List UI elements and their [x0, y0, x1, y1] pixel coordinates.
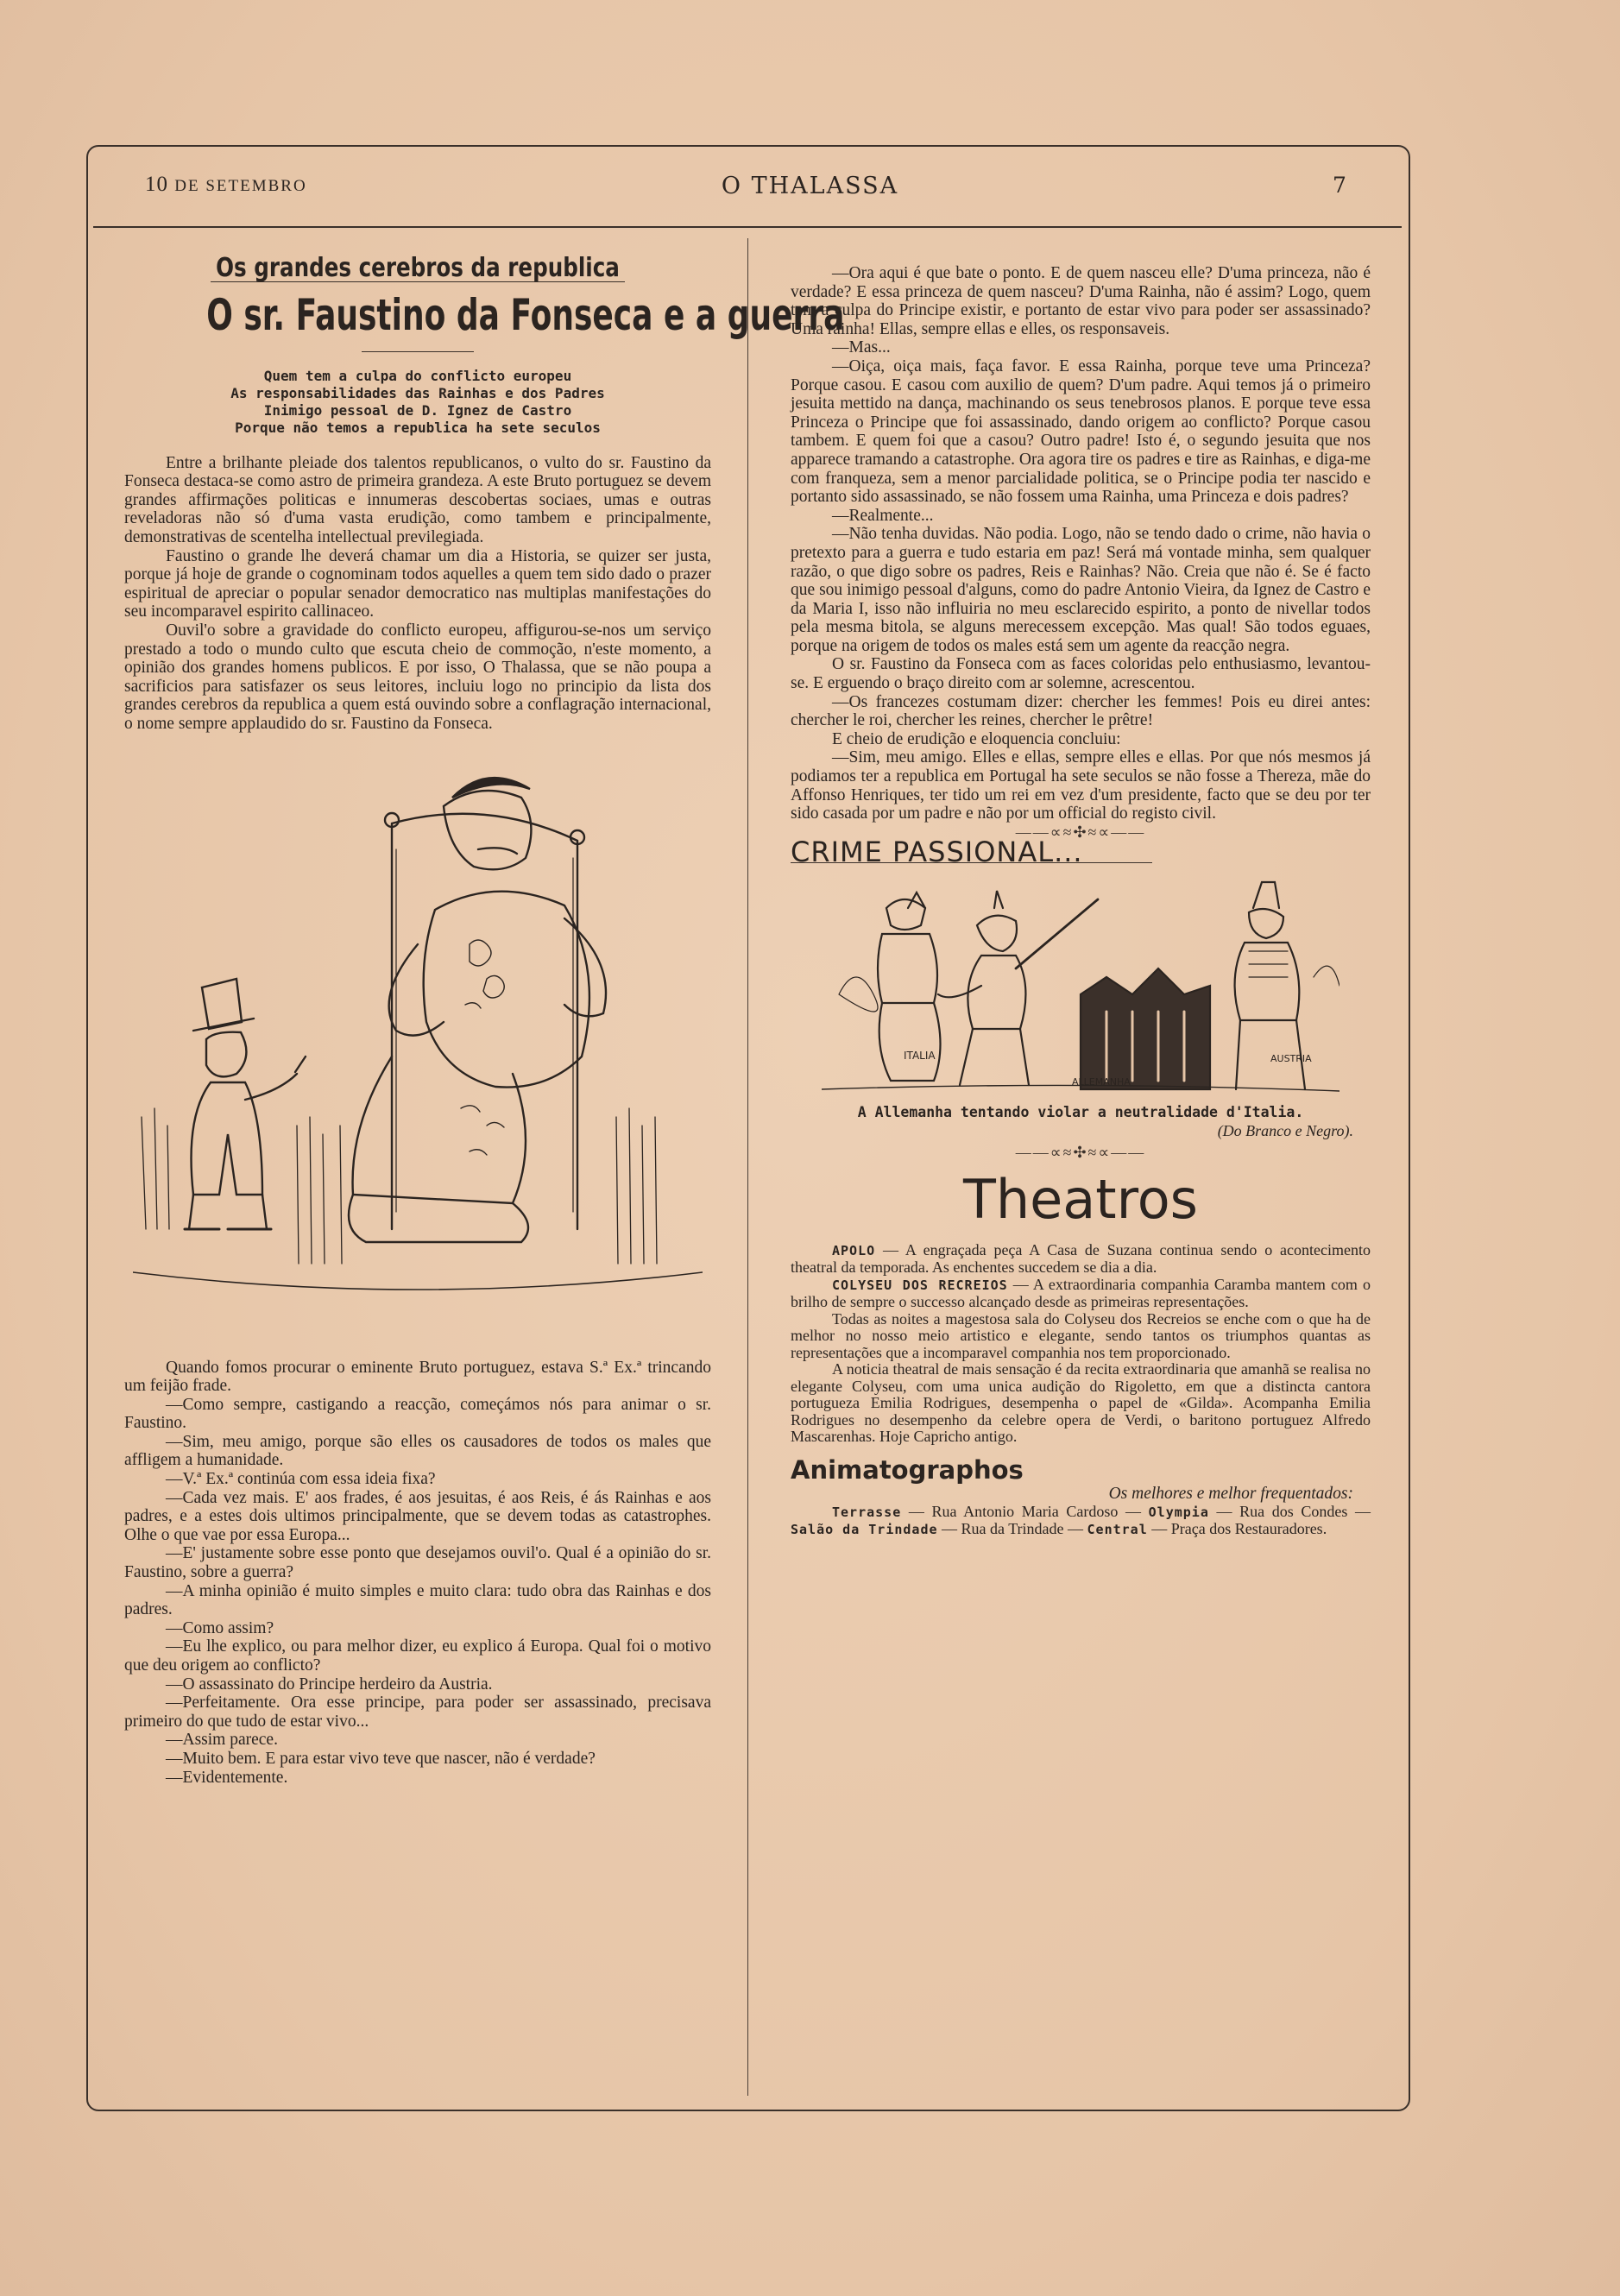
- article-deck: [124, 368, 711, 437]
- interview-line: —Evidentemente.: [166, 1768, 288, 1787]
- cinema-list: Terrasse — Rua Antonio Maria Cardoso — Olympia — Rua dos Condes — Salão da Trindade — Rua da Trindade — Central — Praça dos Restauradores.: [791, 1502, 1371, 1538]
- headline-rule: [362, 351, 474, 352]
- interview-line: —Cada vez mais. E' aos frades, é aos jesuitas, é aos Reis, é ás Rainhas e aos padres, e a estes dois ultimos principalmente, que se devem todas as catastrophes. Olhe o que vae por essa Europa...: [124, 1488, 711, 1544]
- continued-paragraph: —Sim, meu amigo. Elles e ellas, sempre elles e ellas. Por que nós mesmos já podiamos ter a republica em Portugal ha sete seculos se não fosse a Thereza, mãe do Affonso Henriques, ter tido um rei em vez d'um presidente, facto que se deu por ter sido casada por um padre e não por um official do registo civil.: [791, 748, 1371, 823]
- label-italia: ITALIA: [904, 1050, 936, 1062]
- interview-line: —Eu lhe explico, ou para melhor dizer, eu explico á Europa. Qual foi o motivo que deu origem ao conflicto?: [124, 1637, 711, 1675]
- interview-line: —O assassinato do Principe herdeiro da Austria.: [166, 1675, 493, 1694]
- interview-line: —Assim parece.: [166, 1731, 278, 1750]
- intro-paragraph: Entre a brilhante pleiade dos talentos republicanos, o vulto do sr. Faustino da Fonseca destaca-se como astro de primeira grandeza. A este Bruto portuguez se devem grandes affirmações politicas e innumeras descobertas sociaes, umas e outras reveladoras não só d'uma vasta erudição, como tambem e principalmente, demonstrativas de scentelha intellectual previlegiada.: [124, 453, 711, 546]
- page-number: 7: [1333, 173, 1347, 198]
- theatre-paragraph: A noticia theatral de mais sensação é da recita extraordinaria que amanhã se realisa no elegante Colyseu, com uma unica audição do Rigoletto, em que a distincta cantora portugueza Emilia Rodrigues, desempenha o papel de «Gilda». Acompanha Emilia Rodrigues no desempenho da celebre opera de Verdi, o baritono portuguez Alfredo Mascarenhas. Hoje Capricho antigo.: [791, 1360, 1371, 1446]
- deck-line: Quem tem a culpa do conflicto europeu: [263, 367, 572, 384]
- continued-paragraph: —Mas...: [832, 338, 891, 357]
- interview-line: —Como sempre, castigando a reacção, começámos nós para animar o sr. Faustino.: [124, 1395, 711, 1433]
- crime-source: (Do Branco e Negro).: [1217, 1121, 1353, 1139]
- masthead-title: O THALASSA: [721, 173, 899, 199]
- date-month: DE SETEMBRO: [174, 177, 307, 195]
- header-rule: [93, 226, 1402, 228]
- deck-line: Porque não temos a republica ha sete seculos: [235, 419, 601, 436]
- theatre-item-apolo: APOLO — A engraçada peça A Casa de Suzana continua sendo o acontecimento theatral da temporada. As enchentes succedem se dia a dia.: [791, 1240, 1371, 1277]
- interview-line: —E' justamente sobre esse ponto que desejamos ouvil'o. Qual é a opinião do sr. Faustino, sobre a guerra?: [124, 1544, 711, 1582]
- intro-paragraph: Ouvil'o sobre a gravidade do conflicto europeu, affigurou-se-nos um serviço prestado a todo o mundo culto que escuta cheio de commoção, n'este momento, a opinião dos grandes homens publicos. E por isso, O Thalassa, que se não poupa a sacrificios para satisfazer os seus leitores, incluiu logo no principio da lista dos grandes cerebros da republica a quem está ouvindo sobre a conflagração internacional, o nome sempre applaudido do sr. Faustino da Fonseca.: [124, 621, 711, 733]
- continued-paragraph: O sr. Faustino da Fonseca com as faces coloridas pelo enthusiasmo, levantou-se. E erguendo o braço direito com ar solemne, acrescentou.: [791, 655, 1371, 693]
- column-divider: [747, 238, 748, 2096]
- left-column: [124, 253, 845, 1787]
- article-headline: O sr. Faustino da Fonseca e a guerra: [206, 289, 845, 340]
- intro-paragraph: Faustino o grande lhe deverá chamar um dia a Historia, se quizer ser justa, porque já hoje de grande o cognominam todos aquelles a quem tem sido dado o prazer espiritual de apreciar o popular senador democratico nas multiplas manifestações do seu incomparavel espirito callinaceo.: [124, 546, 711, 621]
- continued-paragraph: —Não tenha duvidas. Não podia. Logo, não se tendo dado o crime, não havia o pretexto para a guerra e tudo estaria em paz! Será má vontade minha, sem qualquer razão, o que digo sobre os padres, Reis e Rainhas? Não. Creia que não é. Se é facto que sou inimigo pessoal d'alguns, como do padre Antonio Vieira, da Ignez de Castro e da Maria I, isso não influiria no meu esclarecido espirito, a ponto de nivellar todos pela mesma bitola, se alguns merecessem excepção. Mas qual! São todos eguaes, porque na origem de todos os males está sem um agente da reacção negra.: [791, 525, 1371, 655]
- section-ornament: ——∝≈✣≈∝——: [1015, 823, 1146, 841]
- crime-cartoon: [822, 874, 1339, 1098]
- theatre-item-colyseu: COLYSEU DOS RECREIOS — A extraordinaria companhia Caramba mantem com o brilho de sempre o successo alcançado desde as primeiras representações.: [791, 1275, 1371, 1311]
- interview-line: —V.ª Ex.ª continúa com essa ideia fixa?: [166, 1470, 436, 1489]
- article-kicker: Os grandes cerebros da republica: [216, 253, 620, 283]
- interview-line: —Perfeitamente. Ora esse principe, para poder ser assassinado, precisava primeiro do que tudo de estar vivo...: [124, 1694, 711, 1731]
- continued-paragraph: —Realmente...: [832, 506, 934, 525]
- animatographos-title: Animatographos: [791, 1454, 1024, 1485]
- continued-paragraph: —Ora aqui é que bate o ponto. E de quem nasceu elle? D'uma princeza, não é verdade? E essa princeza de quem nasceu? D'uma Rainha, não é assim? Logo, quem tem a culpa do Principe existir, e portanto de estar vivo para poder ser assassinado? Uma rainha! Ellas, sempre ellas e elles, os responsaveis.: [791, 264, 1371, 338]
- interview-line: Quando fomos procurar o eminente Bruto portuguez, estava S.ª Ex.ª trincando um feijão frade.: [124, 1358, 711, 1396]
- label-allemanha: ALLEMANHA: [1072, 1076, 1131, 1088]
- deck-line: Inimigo pessoal de D. Ignez de Castro: [263, 401, 572, 419]
- continued-paragraph: —Os francezes costumam dizer: chercher les femmes! Pois eu direi antes: chercher le roi, chercher les reines, chercher le prêtre!: [791, 692, 1371, 730]
- animatographos-subtitle: Os melhores e melhor frequentados:: [1108, 1485, 1353, 1504]
- interview-line: —A minha opinião é muito simples e muito clara: tudo obra das Rainhas e dos padres.: [124, 1581, 711, 1619]
- label-austria: AUSTRIA: [1270, 1053, 1312, 1064]
- crime-title: CRIME PASSIONAL...: [791, 843, 1152, 863]
- interview-line: —Como assim?: [166, 1618, 274, 1637]
- crime-caption: A Allemanha tentando violar a neutralidade d'Italia.: [857, 1104, 1304, 1120]
- theatre-paragraph: Todas as noites a magestosa sala do Colyseu dos Recreios se enche com o que ha de melhor no nosso meio artistico e elegante, sendo tantos os triumphos quantas as representações que a incomparavel companhia nos tem proporcionado.: [791, 1309, 1371, 1361]
- continued-paragraph: —Oiça, oiça mais, faça favor. E essa Rainha, porque teve uma Princeza? Porque casou. E casou com auxilio de quem? D'um padre. Aqui temos já o primeiro jesuita mettido na dança, machinando os seus tenebrosos planos. E porque teve essa Princeza o Principe que foi assassinado, dando origem ao conflicto? Porque casou tambem. E quem foi que a casou? Outro padre! Isto é, o segundo jesuita que nos apparece tramando a catastrophe. Ora agora tire os padres e tire as Rainhas, e diga-me com franqueza, sem a menor parcialidade politica, se o Principe podia ter nascido e portanto sido assassinado, se não fossem uma Rainha, uma Princeza e dois padres?: [791, 356, 1371, 507]
- section-ornament-2: ——∝≈✣≈∝——: [1015, 1144, 1146, 1162]
- theatros-title: Theatros: [963, 1167, 1198, 1231]
- interview-line: —Muito bem. E para estar vivo teve que nascer, não é verdade?: [166, 1749, 596, 1768]
- right-column: [791, 264, 1371, 1539]
- date-day: 10: [145, 173, 168, 196]
- interview-line: —Sim, meu amigo, porque são elles os causadores de todos os males que affligem a humanidade.: [124, 1432, 711, 1470]
- deck-line: As responsabilidades das Rainhas e dos Padres: [230, 384, 605, 401]
- continued-paragraph: E cheio de erudição e eloquencia concluiu:: [832, 729, 1121, 748]
- cartoon-illustration: [133, 746, 703, 1350]
